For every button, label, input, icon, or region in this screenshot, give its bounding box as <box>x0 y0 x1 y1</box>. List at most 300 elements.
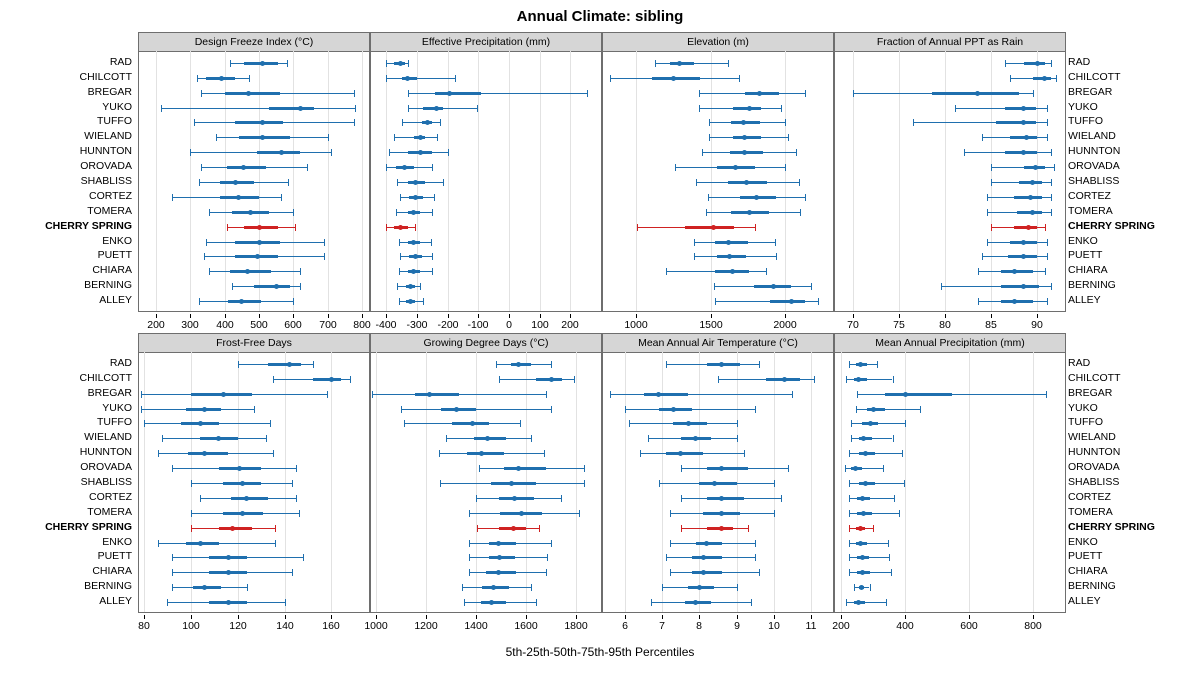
axis-tick-label: 600 <box>960 620 978 632</box>
axis-tick-label: 200 <box>561 319 579 331</box>
whisker-cap <box>776 253 777 260</box>
whisker-cap <box>849 525 850 532</box>
whisker-line <box>610 394 792 395</box>
panel-2-row-2 <box>370 333 602 613</box>
median-point <box>863 451 868 456</box>
whisker-cap <box>811 283 812 290</box>
whisker-cap <box>539 525 540 532</box>
whisker-cap <box>694 239 695 246</box>
whisker-cap <box>846 599 847 606</box>
whisker-cap <box>386 60 387 67</box>
whisker-cap <box>587 90 588 97</box>
gridline <box>328 51 329 311</box>
whisker-cap <box>292 569 293 576</box>
whisker-cap <box>662 584 663 591</box>
median-point <box>491 585 496 590</box>
axis-tick-label: 90 <box>1031 319 1043 331</box>
interquartile-bar <box>885 393 952 396</box>
whisker-cap <box>849 480 850 487</box>
interquartile-bar <box>269 107 314 110</box>
median-point <box>861 436 866 441</box>
whisker-cap <box>854 584 855 591</box>
whisker-cap <box>141 391 142 398</box>
median-point <box>1030 210 1035 215</box>
whisker-cap <box>141 406 142 413</box>
whisker-cap <box>681 525 682 532</box>
plot-area <box>371 352 601 612</box>
median-point <box>246 91 251 96</box>
category-label-alley: ALLEY <box>1068 294 1101 306</box>
whisker-cap <box>1047 239 1048 246</box>
whisker-cap <box>300 268 301 275</box>
gridline <box>899 51 900 311</box>
category-label-enko: ENKO <box>1068 536 1098 548</box>
whisker-cap <box>759 569 760 576</box>
median-point <box>274 284 279 289</box>
category-label-orovada: OROVADA <box>80 160 132 172</box>
whisker-cap <box>788 465 789 472</box>
whisker-cap <box>708 194 709 201</box>
whisker-cap <box>755 406 756 413</box>
whisker-cap <box>799 179 800 186</box>
whisker-cap <box>520 420 521 427</box>
axis-tick <box>426 615 427 619</box>
whisker-cap <box>681 495 682 502</box>
whisker-cap <box>462 584 463 591</box>
whisker-line <box>161 108 355 109</box>
axis-tick <box>699 615 700 619</box>
interquartile-bar <box>231 497 269 500</box>
median-point <box>398 225 403 230</box>
gridline <box>737 352 738 612</box>
median-point <box>719 496 724 501</box>
x-axis-2-row-1 <box>371 314 601 332</box>
whisker-cap <box>856 406 857 413</box>
panel-title: Growing Degree Days (°C) <box>371 334 601 353</box>
whisker-cap <box>870 584 871 591</box>
gridline <box>841 352 842 612</box>
category-label-alley: ALLEY <box>99 294 132 306</box>
axis-tick-label: 9 <box>734 620 740 632</box>
whisker-cap <box>386 75 387 82</box>
category-label-shabliss: SHABLISS <box>80 175 132 187</box>
median-point <box>719 526 724 531</box>
page-title: Annual Climate: sibling <box>516 8 684 25</box>
whisker-cap <box>902 450 903 457</box>
whisker-cap <box>396 209 397 216</box>
interquartile-bar <box>745 92 779 95</box>
category-label-wieland: WIELAND <box>1068 431 1116 443</box>
median-point <box>509 481 514 486</box>
whisker-cap <box>792 391 793 398</box>
whisker-cap <box>709 119 710 126</box>
panel-3-row-1 <box>602 32 834 312</box>
whisker-cap <box>446 435 447 442</box>
whisker-cap <box>1045 224 1046 231</box>
whisker-cap <box>479 465 480 472</box>
whisker-cap <box>781 105 782 112</box>
gridline <box>905 352 906 612</box>
axis-tick-label: 80 <box>939 319 951 331</box>
x-axis-2-row-2 <box>364 615 601 633</box>
median-point <box>975 91 980 96</box>
median-point <box>298 106 303 111</box>
median-point <box>497 555 502 560</box>
panel-4-row-2 <box>834 333 1066 613</box>
gridline <box>662 352 663 612</box>
whisker-cap <box>982 253 983 260</box>
whisker-cap <box>755 224 756 231</box>
gridline <box>570 51 571 311</box>
whisker-cap <box>913 119 914 126</box>
x-axis-3-row-2 <box>603 615 833 633</box>
whisker-cap <box>293 298 294 305</box>
category-label-wieland: WIELAND <box>1068 130 1116 142</box>
median-point <box>744 180 749 185</box>
whisker-cap <box>1051 60 1052 67</box>
category-label-chiara: CHIARA <box>1068 264 1108 276</box>
whisker-cap <box>476 495 477 502</box>
category-label-yuko: YUKO <box>102 101 132 113</box>
whisker-cap <box>285 599 286 606</box>
whisker-cap <box>227 224 228 231</box>
median-point <box>712 481 717 486</box>
whisker-cap <box>191 510 192 517</box>
whisker-cap <box>386 164 387 171</box>
whisker-cap <box>785 164 786 171</box>
whisker-cap <box>247 584 248 591</box>
category-label-hunnton: HUNNTON <box>1068 446 1121 458</box>
axis-tick <box>156 314 157 318</box>
axis-tick-label: 10 <box>768 620 780 632</box>
whisker-cap <box>288 179 289 186</box>
interquartile-bar <box>707 497 744 500</box>
axis-tick-label: 0 <box>506 319 512 331</box>
interquartile-bar <box>707 467 748 470</box>
whisker-cap <box>190 149 191 156</box>
whisker-cap <box>774 510 775 517</box>
category-label-berning: BERNING <box>1068 580 1116 592</box>
median-point <box>693 600 698 605</box>
whisker-cap <box>670 569 671 576</box>
whisker-cap <box>232 283 233 290</box>
axis-tick <box>969 615 970 619</box>
interquartile-bar <box>227 166 266 169</box>
median-point <box>719 362 724 367</box>
category-label-bregar: BREGAR <box>1068 387 1113 399</box>
median-point <box>405 76 410 81</box>
whisker-cap <box>469 540 470 547</box>
category-label-chiara: CHIARA <box>92 264 132 276</box>
whisker-cap <box>991 224 992 231</box>
interquartile-bar <box>441 408 476 411</box>
whisker-line <box>849 572 891 573</box>
interquartile-bar <box>435 92 481 95</box>
median-point <box>239 299 244 304</box>
median-point <box>418 135 423 140</box>
category-label-bregar: BREGAR <box>87 387 132 399</box>
category-label-shabliss: SHABLISS <box>80 476 132 488</box>
interquartile-bar <box>225 92 280 95</box>
axis-tick <box>362 314 363 318</box>
whisker-cap <box>574 376 575 383</box>
axis-tick <box>785 314 786 318</box>
panel-4-row-1 <box>834 32 1066 312</box>
whisker-cap <box>666 554 667 561</box>
interquartile-bar <box>230 270 271 273</box>
axis-tick-label: 85 <box>985 319 997 331</box>
whisker-cap <box>420 283 421 290</box>
category-label-tuffo: TUFFO <box>97 115 132 127</box>
whisker-cap <box>397 179 398 186</box>
axis-tick-label: 800 <box>1024 620 1042 632</box>
whisker-line <box>849 483 903 484</box>
whisker-cap <box>455 75 456 82</box>
whisker-cap <box>307 164 308 171</box>
whisker-cap <box>172 569 173 576</box>
axis-tick-label: 1000 <box>364 620 388 632</box>
panel-2-row-1 <box>370 32 602 312</box>
whisker-cap <box>853 90 854 97</box>
interquartile-bar <box>770 300 804 303</box>
axis-tick <box>737 615 738 619</box>
category-label-puett: PUETT <box>1068 249 1103 261</box>
axis-tick <box>774 615 775 619</box>
panel-1-row-1 <box>138 32 370 312</box>
whisker-cap <box>1051 209 1052 216</box>
median-point <box>198 541 203 546</box>
median-point <box>1035 61 1040 66</box>
median-point <box>747 210 752 215</box>
median-point <box>1012 269 1017 274</box>
interquartile-bar <box>692 556 722 559</box>
median-point <box>398 61 403 66</box>
median-point <box>489 600 494 605</box>
whisker-cap <box>699 90 700 97</box>
x-axis-4-row-1 <box>835 314 1065 332</box>
whisker-cap <box>728 60 729 67</box>
category-label-orovada: OROVADA <box>1068 461 1120 473</box>
whisker-cap <box>547 554 548 561</box>
median-point <box>701 570 706 575</box>
whisker-cap <box>408 90 409 97</box>
gridline <box>945 51 946 311</box>
median-point <box>226 555 231 560</box>
whisker-cap <box>299 510 300 517</box>
plot-area <box>603 51 833 311</box>
axis-tick-label: 11 <box>805 620 817 632</box>
whisker-cap <box>883 465 884 472</box>
category-label-hunnton: HUNNTON <box>79 446 132 458</box>
median-point <box>511 526 516 531</box>
category-label-rad: RAD <box>109 357 132 369</box>
median-point <box>1021 106 1026 111</box>
whisker-cap <box>499 376 500 383</box>
whisker-line <box>401 409 551 410</box>
interquartile-bar <box>996 121 1036 124</box>
axis-tick-label: 6 <box>622 620 628 632</box>
category-label-wieland: WIELAND <box>84 431 132 443</box>
whisker-cap <box>904 480 905 487</box>
whisker-cap <box>331 149 332 156</box>
median-point <box>730 269 735 274</box>
whisker-cap <box>920 406 921 413</box>
median-point <box>413 254 418 259</box>
whisker-cap <box>408 60 409 67</box>
median-point <box>727 254 732 259</box>
interquartile-bar <box>467 452 503 455</box>
whisker-cap <box>281 194 282 201</box>
whisker-cap <box>415 224 416 231</box>
whisker-cap <box>313 361 314 368</box>
whisker-cap <box>144 420 145 427</box>
whisker-cap <box>941 283 942 290</box>
axis-tick <box>225 314 226 318</box>
x-axis-4-row-2 <box>832 615 1065 633</box>
category-label-chiara: CHIARA <box>1068 565 1108 577</box>
whisker-cap <box>1051 194 1052 201</box>
median-point <box>221 392 226 397</box>
whisker-cap <box>238 361 239 368</box>
median-point <box>408 299 413 304</box>
gridline <box>144 352 145 612</box>
plot-area <box>835 352 1065 612</box>
whisker-cap <box>172 465 173 472</box>
whisker-cap <box>303 554 304 561</box>
category-label-tuffo: TUFFO <box>97 416 132 428</box>
whisker-line <box>386 78 455 79</box>
axis-tick <box>238 615 239 619</box>
whisker-cap <box>275 525 276 532</box>
whisker-cap <box>849 450 850 457</box>
panel-title: Elevation (m) <box>603 33 833 52</box>
category-label-wieland: WIELAND <box>84 130 132 142</box>
whisker-cap <box>296 465 297 472</box>
whisker-cap <box>350 376 351 383</box>
axis-tick <box>285 615 286 619</box>
interquartile-bar <box>715 241 748 244</box>
median-point <box>237 466 242 471</box>
whisker-cap <box>755 540 756 547</box>
axis-tick <box>386 314 387 318</box>
whisker-cap <box>805 194 806 201</box>
gridline <box>190 51 191 311</box>
category-label-puett: PUETT <box>97 550 132 562</box>
whisker-cap <box>394 134 395 141</box>
axis-tick <box>853 314 854 318</box>
whisker-cap <box>775 239 776 246</box>
median-point <box>279 150 284 155</box>
gridline <box>711 51 712 311</box>
median-point <box>861 511 866 516</box>
whisker-cap <box>737 584 738 591</box>
axis-tick-label: 700 <box>319 319 337 331</box>
median-point <box>1021 284 1026 289</box>
whisker-cap <box>469 569 470 576</box>
whisker-cap <box>199 179 200 186</box>
median-point <box>485 436 490 441</box>
whisker-cap <box>355 105 356 112</box>
axis-tick <box>625 615 626 619</box>
interquartile-bar <box>491 482 536 485</box>
category-label-bregar: BREGAR <box>1068 86 1113 98</box>
median-point <box>678 451 683 456</box>
median-point <box>697 585 702 590</box>
gridline <box>362 51 363 311</box>
whisker-cap <box>845 465 846 472</box>
gridline <box>476 352 477 612</box>
category-label-tomera: TOMERA <box>1068 205 1113 217</box>
whisker-cap <box>857 391 858 398</box>
whisker-cap <box>172 554 173 561</box>
median-point <box>241 165 246 170</box>
whisker-cap <box>640 450 641 457</box>
category-label-cortez: CORTEZ <box>1068 190 1111 202</box>
panel-3-row-2 <box>602 333 834 613</box>
interquartile-bar <box>481 601 506 604</box>
whisker-cap <box>849 361 850 368</box>
whisker-cap <box>230 60 231 67</box>
median-point <box>860 555 865 560</box>
whisker-cap <box>440 119 441 126</box>
whisker-cap <box>496 361 497 368</box>
whisker-cap <box>561 495 562 502</box>
whisker-cap <box>399 298 400 305</box>
whisker-cap <box>699 105 700 112</box>
gridline <box>331 352 332 612</box>
category-label-tomera: TOMERA <box>87 506 132 518</box>
axis-tick <box>841 615 842 619</box>
gridline <box>509 51 510 311</box>
median-point <box>516 466 521 471</box>
category-label-yuko: YUKO <box>1068 101 1098 113</box>
interquartile-bar <box>313 378 341 381</box>
category-label-cherry-spring: CHERRY SPRING <box>1068 220 1155 232</box>
whisker-cap <box>432 268 433 275</box>
whisker-cap <box>443 179 444 186</box>
axis-tick <box>540 314 541 318</box>
median-point <box>257 225 262 230</box>
median-point <box>858 362 863 367</box>
whisker-cap <box>796 149 797 156</box>
x-axis-caption: 5th-25th-50th-75th-95th Percentiles <box>505 645 695 659</box>
whisker-cap <box>293 209 294 216</box>
median-point <box>742 150 747 155</box>
category-label-cortez: CORTEZ <box>89 190 132 202</box>
whisker-cap <box>400 194 401 201</box>
gridline <box>540 51 541 311</box>
median-point <box>447 91 452 96</box>
whisker-cap <box>167 599 168 606</box>
whisker-cap <box>891 569 892 576</box>
median-point <box>859 585 864 590</box>
interquartile-bar <box>228 300 261 303</box>
axis-tick <box>576 615 577 619</box>
median-point <box>244 496 249 501</box>
median-point <box>202 585 207 590</box>
median-point <box>411 210 416 215</box>
category-label-chilcott: CHILCOTT <box>1068 372 1121 384</box>
whisker-line <box>851 423 905 424</box>
median-point <box>789 299 794 304</box>
whisker-cap <box>296 495 297 502</box>
whisker-cap <box>399 239 400 246</box>
interquartile-bar <box>254 285 290 288</box>
median-point <box>260 120 265 125</box>
category-label-yuko: YUKO <box>1068 402 1098 414</box>
whisker-cap <box>714 283 715 290</box>
axis-tick-label: 100 <box>182 620 200 632</box>
